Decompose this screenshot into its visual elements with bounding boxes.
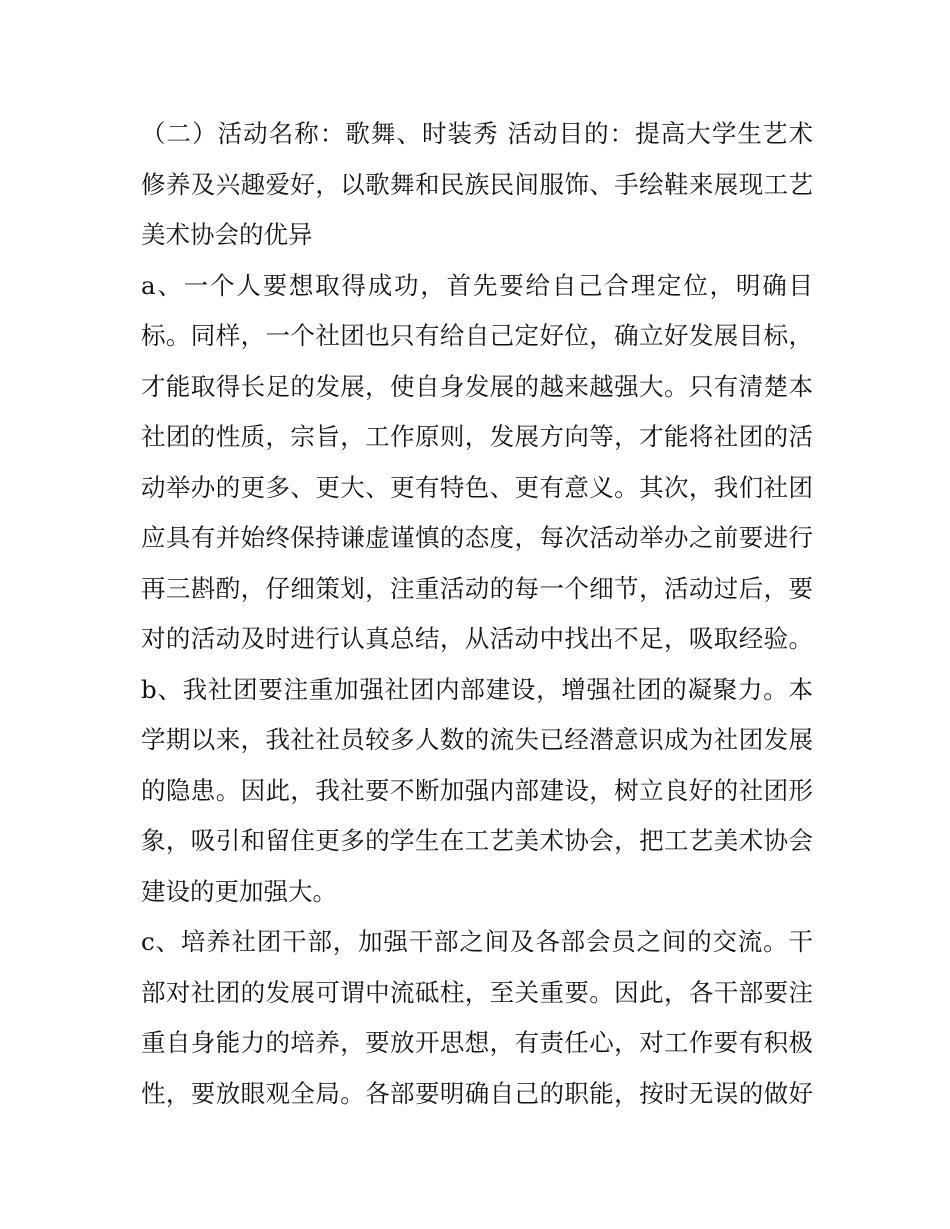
paragraph-a [141, 261, 813, 665]
text-line: 再三斟酌，仔细策划，注重活动的每一个细节，活动过后，要 [141, 573, 813, 603]
text-line: 应具有并始终保持谦虚谨慎的态度，每次活动举办之前要进行 [141, 523, 813, 552]
document-page [141, 109, 813, 1119]
text-line: b、我社团要注重加强社团内部建设，增强社团的凝聚力。本 [141, 674, 813, 704]
paragraph-b [141, 665, 813, 918]
text-line: 部对社团的发展可谓中流砥柱，至关重要。因此，各干部要注 [141, 977, 813, 1007]
text-line: 美术协会的优异 [141, 220, 313, 249]
text-line: 才能取得长足的发展，使自身发展的越来越强大。只有清楚本 [141, 371, 813, 401]
text-line: a、一个人要想取得成功，首先要给自己合理定位，明确目 [141, 270, 813, 300]
text-line: c、培养社团干部，加强干部之间及各部会员之间的交流。干 [141, 927, 813, 956]
text-line: 动举办的更多、更大、更有特色、更有意义。其次，我们社团 [141, 472, 813, 502]
text-line: 对的活动及时进行认真总结，从活动中找出不足，吸取经验。 [141, 624, 813, 653]
text-line: 的隐患。因此，我社要不断加强内部建设，树立良好的社团形 [141, 775, 813, 805]
text-line: 社团的性质，宗旨，工作原则，发展方向等，才能将社团的活 [141, 422, 813, 451]
text-line: 象，吸引和留住更多的学生在工艺美术协会，把工艺美术协会 [141, 826, 813, 855]
paragraph-c [141, 917, 813, 1119]
text-line: （二）活动名称：歌舞、时装秀 活动目的：提高大学生艺术 [141, 119, 813, 148]
text-line: 标。同样，一个社团也只有给自己定好位，确立好发展目标， [141, 321, 813, 350]
paragraph-intro [141, 109, 813, 261]
text-line: 重自身能力的培养，要放开思想，有责任心，对工作要有积极 [141, 1028, 813, 1057]
text-line: 建设的更加强大。 [141, 876, 337, 906]
text-line: 修养及兴趣爱好，以歌舞和民族民间服饰、手绘鞋来展现工艺 [141, 169, 813, 199]
text-line: 性，要放眼观全局。各部要明确自己的职能，按时无误的做好 [141, 1078, 813, 1108]
text-line: 学期以来，我社社员较多人数的流失已经潜意识成为社团发展 [141, 725, 813, 754]
